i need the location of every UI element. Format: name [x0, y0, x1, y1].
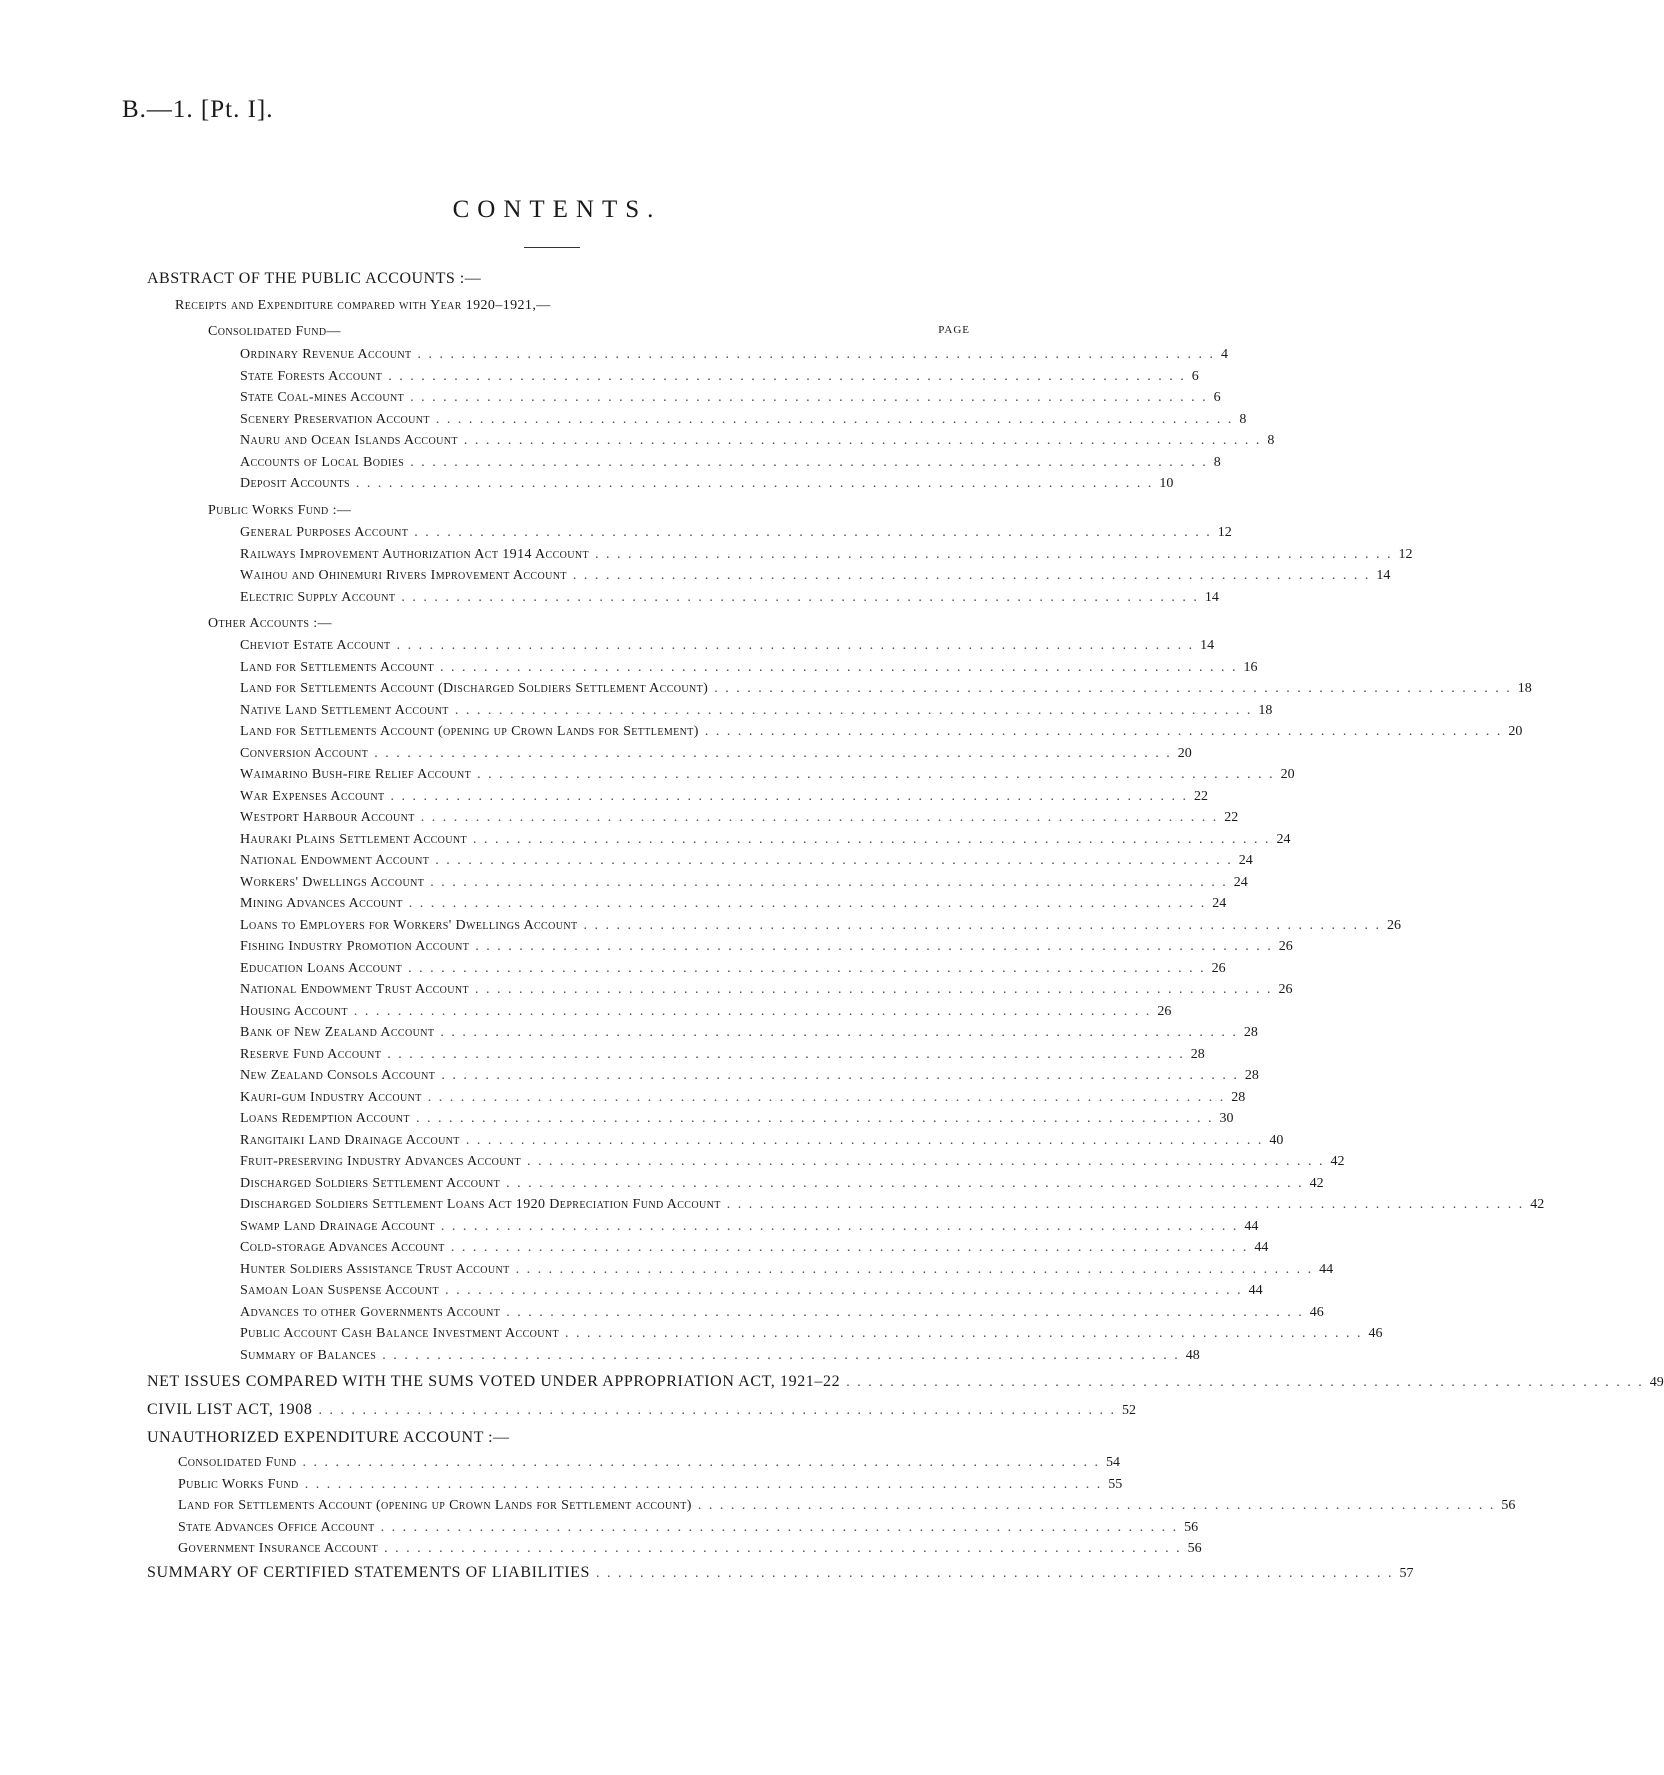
leader-dots: . . . . . . . . . . . . . . . . . . . . . . . . . . . . . . . . . . . . . . . . . . . . . . . . . . . . . . . . . . . . . . . . . . . . . . . . .: [380, 1519, 1179, 1535]
leader-dots: . . . . . . . . . . . . . . . . . . . . . . . . . . . . . . . . . . . . . . . . . . . . . . . . . . . . . . . . . . . . . . . . . . . . . . . . .: [304, 1476, 1103, 1492]
toc-entry-page: 8: [1213, 454, 1221, 470]
toc-entry: [240, 1195, 1545, 1215]
leader-dots: . . . . . . . . . . . . . . . . . . . . . . . . . . . . . . . . . . . . . . . . . . . . . . . . . . . . . . . . . . . . . . . . . . . . . . . . .: [473, 831, 1271, 847]
toc-entry: [240, 916, 1401, 936]
toc-entry-page: 14: [1200, 638, 1215, 653]
toc-entry-page: 24: [1238, 853, 1253, 868]
toc-entry: [240, 367, 1199, 387]
toc-entry-page: 42: [1330, 1154, 1345, 1169]
toc-entry-label: Hunter Soldiers Assistance Trust Account: [240, 1261, 510, 1277]
toc-entry: [240, 636, 1215, 656]
leader-dots: . . . . . . . . . . . . . . . . . . . . . . . . . . . . . . . . . . . . . . . . . . . . . . . . . . . . . . . . . . . . . . . . . . . . . . . . .: [435, 853, 1233, 868]
leader-dots: . . . . . . . . . . . . . . . . . . . . . . . . . . . . . . . . . . . . . . . . . . . . . . . . . . . . . . . . . . . . . . . . . . . . . . . . .: [401, 589, 1199, 605]
toc-entry: [240, 787, 1208, 807]
toc-entry: [178, 1496, 1516, 1516]
leader-dots: . . . . . . . . . . . . . . . . . . . . . . . . . . . . . . . . . . . . . . . . . . . . . . . . . . . . . . . . . . . . . . . . . . . . . . . . .: [846, 1375, 1644, 1390]
toc-entry-label: Land for Settlements Account (opening up Crown Lands for Settlement): [240, 724, 699, 739]
toc-entry-page: 26: [1211, 960, 1226, 976]
toc-entry-label: Public Account Cash Balance Investment Account: [240, 1326, 560, 1341]
toc-entry-label: Rangitaiki Land Drainage Account: [240, 1132, 460, 1148]
toc-entry: [240, 1088, 1246, 1108]
toc-entry: [178, 1518, 1199, 1538]
toc-entry: [240, 474, 1174, 494]
leader-dots: . . . . . . . . . . . . . . . . . . . . . . . . . . . . . . . . . . . . . . . . . . . . . . . . . . . . . . . . . . . . . . . . . . . . . . . . .: [302, 1455, 1101, 1470]
toc-entry-page: 18: [1517, 681, 1532, 696]
leader-dots: . . . . . . . . . . . . . . . . . . . . . . . . . . . . . . . . . . . . . . . . . . . . . . . . . . . . . . . . . . . . . . . . . . . . . . . . .: [435, 411, 1234, 427]
toc-entry-label: Workers' Dwellings Account: [240, 874, 425, 890]
leader-dots: . . . . . . . . . . . . . . . . . . . . . . . . . . . . . . . . . . . . . . . . . . . . . . . . . . . . . . . . . . . . . . . . . . . . . . . . .: [565, 1326, 1363, 1341]
toc-entry: [240, 1109, 1234, 1129]
toc-entry: [240, 722, 1523, 742]
toc-entry-page: 56: [1184, 1519, 1199, 1535]
leader-dots: . . . . . . . . . . . . . . . . . . . . . . . . . . . . . . . . . . . . . . . . . . . . . . . . . . . . . . . . . . . . . . . . . . . . . . . . .: [506, 1175, 1304, 1191]
toc-entry-page: 55: [1108, 1476, 1123, 1492]
toc-entry: [240, 808, 1239, 828]
document-reference: B.—1. [Pt. I].: [122, 96, 274, 123]
leader-dots: . . . . . . . . . . . . . . . . . . . . . . . . . . . . . . . . . . . . . . . . . . . . . . . . . . . . . . . . . . . . . . . . . . . . . . . . .: [714, 681, 1512, 696]
leader-dots: . . . . . . . . . . . . . . . . . . . . . . . . . . . . . . . . . . . . . . . . . . . . . . . . . . . . . . . . . . . . . . . . . . . . . . . . .: [410, 454, 1208, 470]
toc-entry: [240, 1152, 1345, 1172]
toc-entry-label: State Advances Office Account: [178, 1519, 375, 1535]
toc-entry-page: 40: [1269, 1132, 1284, 1148]
leader-dots: . . . . . . . . . . . . . . . . . . . . . . . . . . . . . . . . . . . . . . . . . . . . . . . . . . . . . . . . . . . . . . . . . . . . . . . . .: [410, 390, 1208, 405]
toc-entry-page: 24: [1233, 874, 1248, 890]
toc-entry-label: War Expenses Account: [240, 788, 385, 804]
leader-dots: . . . . . . . . . . . . . . . . . . . . . . . . . . . . . . . . . . . . . . . . . . . . . . . . . . . . . . . . . . . . . . . . . . . . . . . . .: [450, 1240, 1249, 1255]
toc-entry-label: Summary of Balances: [240, 1347, 377, 1363]
toc-entry-page: 8: [1267, 433, 1275, 448]
toc-entry: [240, 388, 1221, 408]
leader-dots: . . . . . . . . . . . . . . . . . . . . . . . . . . . . . . . . . . . . . . . . . . . . . . . . . . . . . . . . . . . . . . . . . . . . . . . . .: [382, 1347, 1180, 1363]
leader-dots: . . . . . . . . . . . . . . . . . . . . . . . . . . . . . . . . . . . . . . . . . . . . . . . . . . . . . . . . . . . . . . . . . . . . . . . . .: [353, 1003, 1152, 1019]
toc-entry-page: 20: [1177, 745, 1192, 761]
toc-entry-label: Housing Account: [240, 1003, 348, 1019]
toc-entry-page: 24: [1276, 831, 1291, 847]
page-column-header: PAGE: [938, 324, 970, 336]
toc-entry-page: 26: [1278, 939, 1293, 954]
public-works-heading: Public Works Fund :—: [208, 503, 352, 518]
toc-entry: [240, 453, 1221, 473]
leader-dots: . . . . . . . . . . . . . . . . . . . . . . . . . . . . . . . . . . . . . . . . . . . . . . . . . . . . . . . . . . . . . . . . . . . . . . . . .: [440, 659, 1238, 675]
toc-entry-page: 12: [1217, 525, 1232, 540]
toc-entry-page: 22: [1224, 810, 1239, 825]
leader-dots: . . . . . . . . . . . . . . . . . . . . . . . . . . . . . . . . . . . . . . . . . . . . . . . . . . . . . . . . . . . . . . . . . . . . . . . . .: [515, 1261, 1314, 1277]
toc-entry: [240, 658, 1258, 678]
civil-list-entry: [147, 1400, 1136, 1420]
toc-entry-label: General Purposes Account: [240, 525, 409, 540]
toc-entry-label: Railways Improvement Authorization Act 1914 Account: [240, 546, 590, 562]
leader-dots: . . . . . . . . . . . . . . . . . . . . . . . . . . . . . . . . . . . . . . . . . . . . . . . . . . . . . . . . . . . . . . . . . . . . . . . . .: [445, 1283, 1243, 1298]
leader-dots: . . . . . . . . . . . . . . . . . . . . . . . . . . . . . . . . . . . . . . . . . . . . . . . . . . . . . . . . . . . . . . . . . . . . . . . . .: [427, 1089, 1226, 1105]
toc-entry-label: Samoan Loan Suspense Account: [240, 1283, 440, 1298]
toc-entry-label: Bank of New Zealand Account: [240, 1025, 435, 1040]
toc-entry-label: Mining Advances Account: [240, 896, 403, 911]
toc-entry-label: Electric Supply Account: [240, 589, 396, 605]
summary-page: 57: [1399, 1566, 1414, 1581]
leader-dots: . . . . . . . . . . . . . . . . . . . . . . . . . . . . . . . . . . . . . . . . . . . . . . . . . . . . . . . . . . . . . . . . . . . . . . . . .: [430, 874, 1228, 890]
leader-dots: . . . . . . . . . . . . . . . . . . . . . . . . . . . . . . . . . . . . . . . . . . . . . . . . . . . . . . . . . . . . . . . . . . . . . . . . .: [414, 525, 1212, 540]
toc-entry: [240, 1066, 1259, 1086]
toc-entry-label: State Forests Account: [240, 368, 383, 384]
toc-entry: [240, 765, 1295, 785]
toc-entry-page: 14: [1376, 568, 1391, 583]
title-rule: [524, 247, 580, 248]
leader-dots: . . . . . . . . . . . . . . . . . . . . . . . . . . . . . . . . . . . . . . . . . . . . . . . . . . . . . . . . . . . . . . . . . . . . . . . . .: [417, 347, 1215, 362]
toc-entry: [240, 545, 1413, 565]
net-issues-entry: [147, 1372, 1664, 1392]
toc-entry-page: 26: [1157, 1003, 1172, 1019]
other-accounts-heading: Other Accounts :—: [208, 616, 332, 631]
toc-entry-label: Fruit-preserving Industry Advances Account: [240, 1154, 522, 1169]
summary-label: SUMMARY OF CERTIFIED STATEMENTS OF LIABILITIES: [147, 1564, 591, 1581]
toc-entry-label: Discharged Soldiers Settlement Loans Act 1920 Depreciation Fund Account: [240, 1197, 721, 1212]
toc-entry-label: Land for Settlements Account (Discharged Soldiers Settlement Account): [240, 681, 709, 696]
toc-entry-page: 24: [1212, 896, 1227, 911]
toc-entry-page: 18: [1258, 702, 1273, 718]
leader-dots: . . . . . . . . . . . . . . . . . . . . . . . . . . . . . . . . . . . . . . . . . . . . . . . . . . . . . . . . . . . . . . . . . . . . . . . . .: [384, 1541, 1182, 1556]
toc-entry-page: 12: [1398, 546, 1413, 562]
toc-entry-page: 44: [1244, 1218, 1259, 1234]
leader-dots: . . . . . . . . . . . . . . . . . . . . . . . . . . . . . . . . . . . . . . . . . . . . . . . . . . . . . . . . . . . . . . . . . . . . . . . . .: [704, 724, 1503, 739]
toc-entry-label: National Endowment Trust Account: [240, 982, 470, 997]
leader-dots: . . . . . . . . . . . . . . . . . . . . . . . . . . . . . . . . . . . . . . . . . . . . . . . . . . . . . . . . . . . . . . . . . . . . . . . . .: [441, 1068, 1239, 1083]
toc-entry-label: Public Works Fund: [178, 1476, 299, 1492]
toc-entry-label: Loans Redemption Account: [240, 1111, 410, 1126]
toc-entry-label: State Coal-mines Account: [240, 390, 405, 405]
toc-entry: [240, 1174, 1324, 1194]
leader-dots: . . . . . . . . . . . . . . . . . . . . . . . . . . . . . . . . . . . . . . . . . . . . . . . . . . . . . . . . . . . . . . . . . . . . . . . . .: [420, 810, 1219, 825]
toc-entry-label: Government Insurance Account: [178, 1541, 379, 1556]
toc-entry: [240, 566, 1391, 586]
leader-dots: . . . . . . . . . . . . . . . . . . . . . . . . . . . . . . . . . . . . . . . . . . . . . . . . . . . . . . . . . . . . . . . . . . . . . . . . .: [463, 433, 1262, 448]
toc-entry-label: Waihou and Ohinemuri Rivers Improvement Account: [240, 568, 567, 583]
abstract-heading: ABSTRACT OF THE PUBLIC ACCOUNTS :—: [147, 270, 482, 287]
toc-entry: [240, 588, 1219, 608]
toc-entry: [240, 1260, 1334, 1280]
toc-entry: [240, 1324, 1383, 1344]
leader-dots: . . . . . . . . . . . . . . . . . . . . . . . . . . . . . . . . . . . . . . . . . . . . . . . . . . . . . . . . . . . . . . . . . . . . . . . . .: [596, 1566, 1394, 1581]
toc-entry: [240, 894, 1227, 914]
toc-entry-label: Discharged Soldiers Settlement Account: [240, 1175, 501, 1191]
toc-entry-label: Consolidated Fund: [178, 1455, 297, 1470]
toc-entry-page: 46: [1309, 1304, 1324, 1320]
toc-entry: [240, 410, 1247, 430]
toc-entry-label: Nauru and Ocean Islands Account: [240, 433, 458, 448]
page-title: CONTENTS.: [452, 196, 662, 223]
leader-dots: . . . . . . . . . . . . . . . . . . . . . . . . . . . . . . . . . . . . . . . . . . . . . . . . . . . . . . . . . . . . . . . . . . . . . . . . .: [355, 476, 1154, 491]
toc-entry: [240, 744, 1192, 764]
toc-entry: [240, 1023, 1258, 1043]
civil-list-label: CIVIL LIST ACT, 1908: [147, 1401, 313, 1418]
leader-dots: . . . . . . . . . . . . . . . . . . . . . . . . . . . . . . . . . . . . . . . . . . . . . . . . . . . . . . . . . . . . . . . . . . . . . . . . .: [583, 917, 1381, 933]
toc-entry-label: Cheviot Estate Account: [240, 638, 391, 653]
toc-entry-page: 8: [1239, 411, 1247, 427]
toc-entry: [240, 980, 1293, 1000]
leader-dots: . . . . . . . . . . . . . . . . . . . . . . . . . . . . . . . . . . . . . . . . . . . . . . . . . . . . . . . . . . . . . . . . . . . . . . . . .: [595, 546, 1393, 562]
toc-entry-label: New Zealand Consols Account: [240, 1068, 436, 1083]
toc-entry-page: 56: [1187, 1541, 1202, 1556]
toc-entry-label: Ordinary Revenue Account: [240, 347, 412, 362]
toc-entry-page: 28: [1244, 1068, 1259, 1083]
toc-entry: [240, 851, 1253, 871]
leader-dots: . . . . . . . . . . . . . . . . . . . . . . . . . . . . . . . . . . . . . . . . . . . . . . . . . . . . . . . . . . . . . . . . . . . . . . . . .: [374, 745, 1172, 761]
toc-entry: [240, 431, 1275, 451]
toc-entry: [240, 830, 1291, 850]
toc-entry: [178, 1475, 1123, 1495]
toc-entry-label: Accounts of Local Bodies: [240, 454, 405, 470]
net-issues-label: NET ISSUES COMPARED WITH THE SUMS VOTED UNDER APPROPRIATION ACT, 1921–22: [147, 1373, 841, 1390]
toc-entry-page: 26: [1278, 982, 1293, 997]
toc-entry-label: Native Land Settlement Account: [240, 702, 449, 718]
toc-entry: [240, 1045, 1205, 1065]
toc-entry-page: 42: [1530, 1197, 1545, 1212]
toc-entry-label: Fishing Industry Promotion Account: [240, 939, 470, 954]
toc-entry-label: Cold-storage Advances Account: [240, 1240, 445, 1255]
toc-entry-page: 56: [1501, 1498, 1516, 1513]
toc-entry-label: Education Loans Account: [240, 960, 403, 976]
toc-entry-label: Waimarino Bush-fire Relief Account: [240, 767, 472, 782]
toc-entry-label: Land for Settlements Account: [240, 659, 435, 675]
toc-entry-label: Kauri-gum Industry Account: [240, 1089, 422, 1105]
toc-entry-label: National Endowment Account: [240, 853, 430, 868]
civil-list-page: 52: [1121, 1403, 1136, 1418]
summary-entry: [147, 1563, 1414, 1583]
toc-entry-label: Swamp Land Drainage Account: [240, 1218, 435, 1234]
leader-dots: . . . . . . . . . . . . . . . . . . . . . . . . . . . . . . . . . . . . . . . . . . . . . . . . . . . . . . . . . . . . . . . . . . . . . . . . .: [477, 767, 1275, 782]
leader-dots: . . . . . . . . . . . . . . . . . . . . . . . . . . . . . . . . . . . . . . . . . . . . . . . . . . . . . . . . . . . . . . . . . . . . . . . . .: [572, 568, 1371, 583]
toc-entry-page: 14: [1204, 589, 1219, 605]
toc-entry: [178, 1453, 1121, 1473]
toc-entry: [240, 1217, 1259, 1237]
toc-entry: [240, 1346, 1200, 1366]
toc-entry-label: Land for Settlements Account (opening up Crown Lands for Settlement account): [178, 1498, 692, 1513]
leader-dots: . . . . . . . . . . . . . . . . . . . . . . . . . . . . . . . . . . . . . . . . . . . . . . . . . . . . . . . . . . . . . . . . . . . . . . . . .: [318, 1403, 1116, 1418]
leader-dots: . . . . . . . . . . . . . . . . . . . . . . . . . . . . . . . . . . . . . . . . . . . . . . . . . . . . . . . . . . . . . . . . . . . . . . . . .: [697, 1498, 1496, 1513]
consolidated-fund-heading: Consolidated Fund—: [208, 324, 341, 339]
leader-dots: . . . . . . . . . . . . . . . . . . . . . . . . . . . . . . . . . . . . . . . . . . . . . . . . . . . . . . . . . . . . . . . . . . . . . . . . .: [396, 638, 1195, 653]
toc-entry-label: Deposit Accounts: [240, 476, 350, 491]
leader-dots: . . . . . . . . . . . . . . . . . . . . . . . . . . . . . . . . . . . . . . . . . . . . . . . . . . . . . . . . . . . . . . . . . . . . . . . . .: [475, 939, 1273, 954]
leader-dots: . . . . . . . . . . . . . . . . . . . . . . . . . . . . . . . . . . . . . . . . . . . . . . . . . . . . . . . . . . . . . . . . . . . . . . . . .: [387, 1046, 1185, 1062]
toc-entry-label: Reserve Fund Account: [240, 1046, 382, 1062]
leader-dots: . . . . . . . . . . . . . . . . . . . . . . . . . . . . . . . . . . . . . . . . . . . . . . . . . . . . . . . . . . . . . . . . . . . . . . . . .: [440, 1218, 1239, 1234]
toc-entry-page: 28: [1231, 1089, 1246, 1105]
leader-dots: . . . . . . . . . . . . . . . . . . . . . . . . . . . . . . . . . . . . . . . . . . . . . . . . . . . . . . . . . . . . . . . . . . . . . . . . .: [390, 788, 1188, 804]
unauthorized-heading: UNAUTHORIZED EXPENDITURE ACCOUNT :—: [147, 1429, 510, 1446]
toc-entry-page: 54: [1106, 1455, 1121, 1470]
toc-entry-page: 28: [1243, 1025, 1258, 1040]
leader-dots: . . . . . . . . . . . . . . . . . . . . . . . . . . . . . . . . . . . . . . . . . . . . . . . . . . . . . . . . . . . . . . . . . . . . . . . . .: [454, 702, 1253, 718]
toc-entry: [240, 959, 1226, 979]
toc-entry-page: 44: [1248, 1283, 1263, 1298]
toc-entry-label: Scenery Preservation Account: [240, 411, 430, 427]
toc-entry: [240, 873, 1248, 893]
toc-entry-page: 4: [1221, 347, 1228, 362]
toc-entry-label: Hauraki Plains Settlement Account: [240, 831, 468, 847]
toc-entry-label: Advances to other Governments Account: [240, 1304, 501, 1320]
toc-entry: [240, 1281, 1263, 1301]
toc-entry-page: 20: [1280, 767, 1295, 782]
toc-entry: [240, 1131, 1284, 1151]
receipts-heading: Receipts and Expenditure compared with Year 1920–1921,—: [175, 298, 551, 313]
toc-entry-page: 20: [1508, 724, 1523, 739]
toc-entry-page: 46: [1368, 1326, 1383, 1341]
toc-entry-page: 26: [1386, 917, 1401, 933]
leader-dots: . . . . . . . . . . . . . . . . . . . . . . . . . . . . . . . . . . . . . . . . . . . . . . . . . . . . . . . . . . . . . . . . . . . . . . . . .: [527, 1154, 1325, 1169]
toc-entry: [240, 523, 1232, 543]
toc-entry-page: 44: [1319, 1261, 1334, 1277]
toc-entry-page: 6: [1213, 390, 1221, 405]
leader-dots: . . . . . . . . . . . . . . . . . . . . . . . . . . . . . . . . . . . . . . . . . . . . . . . . . . . . . . . . . . . . . . . . . . . . . . . . .: [415, 1111, 1214, 1126]
net-issues-page: 49: [1649, 1375, 1664, 1390]
toc-entry-page: 48: [1185, 1347, 1200, 1363]
toc-entry: [178, 1539, 1202, 1559]
toc-entry: [240, 701, 1273, 721]
leader-dots: . . . . . . . . . . . . . . . . . . . . . . . . . . . . . . . . . . . . . . . . . . . . . . . . . . . . . . . . . . . . . . . . . . . . . . . . .: [408, 896, 1207, 911]
toc-entry: [240, 345, 1228, 365]
toc-entry: [240, 1238, 1269, 1258]
toc-entry: [240, 1002, 1172, 1022]
toc-entry-page: 42: [1309, 1175, 1324, 1191]
leader-dots: . . . . . . . . . . . . . . . . . . . . . . . . . . . . . . . . . . . . . . . . . . . . . . . . . . . . . . . . . . . . . . . . . . . . . . . . .: [388, 368, 1186, 384]
toc-entry-label: Conversion Account: [240, 745, 369, 761]
toc-entry-page: 30: [1219, 1111, 1234, 1126]
leader-dots: . . . . . . . . . . . . . . . . . . . . . . . . . . . . . . . . . . . . . . . . . . . . . . . . . . . . . . . . . . . . . . . . . . . . . . . . .: [506, 1304, 1304, 1320]
toc-entry-page: 16: [1243, 659, 1258, 675]
toc-entry-page: 22: [1193, 788, 1208, 804]
toc-entry-page: 44: [1254, 1240, 1269, 1255]
toc-entry-page: 28: [1190, 1046, 1205, 1062]
leader-dots: . . . . . . . . . . . . . . . . . . . . . . . . . . . . . . . . . . . . . . . . . . . . . . . . . . . . . . . . . . . . . . . . . . . . . . . . .: [408, 960, 1206, 976]
toc-entry-page: 10: [1159, 476, 1174, 491]
toc-entry: [240, 679, 1532, 699]
toc-entry-label: Loans to Employers for Workers' Dwellings Account: [240, 917, 578, 933]
toc-entry-page: 6: [1191, 368, 1199, 384]
leader-dots: . . . . . . . . . . . . . . . . . . . . . . . . . . . . . . . . . . . . . . . . . . . . . . . . . . . . . . . . . . . . . . . . . . . . . . . . .: [475, 982, 1273, 997]
leader-dots: . . . . . . . . . . . . . . . . . . . . . . . . . . . . . . . . . . . . . . . . . . . . . . . . . . . . . . . . . . . . . . . . . . . . . . . . .: [726, 1197, 1525, 1212]
leader-dots: . . . . . . . . . . . . . . . . . . . . . . . . . . . . . . . . . . . . . . . . . . . . . . . . . . . . . . . . . . . . . . . . . . . . . . . . .: [440, 1025, 1238, 1040]
toc-entry-label: Westport Harbour Account: [240, 810, 415, 825]
toc-entry: [240, 937, 1293, 957]
leader-dots: . . . . . . . . . . . . . . . . . . . . . . . . . . . . . . . . . . . . . . . . . . . . . . . . . . . . . . . . . . . . . . . . . . . . . . . . .: [465, 1132, 1264, 1148]
toc-entry: [240, 1303, 1324, 1323]
